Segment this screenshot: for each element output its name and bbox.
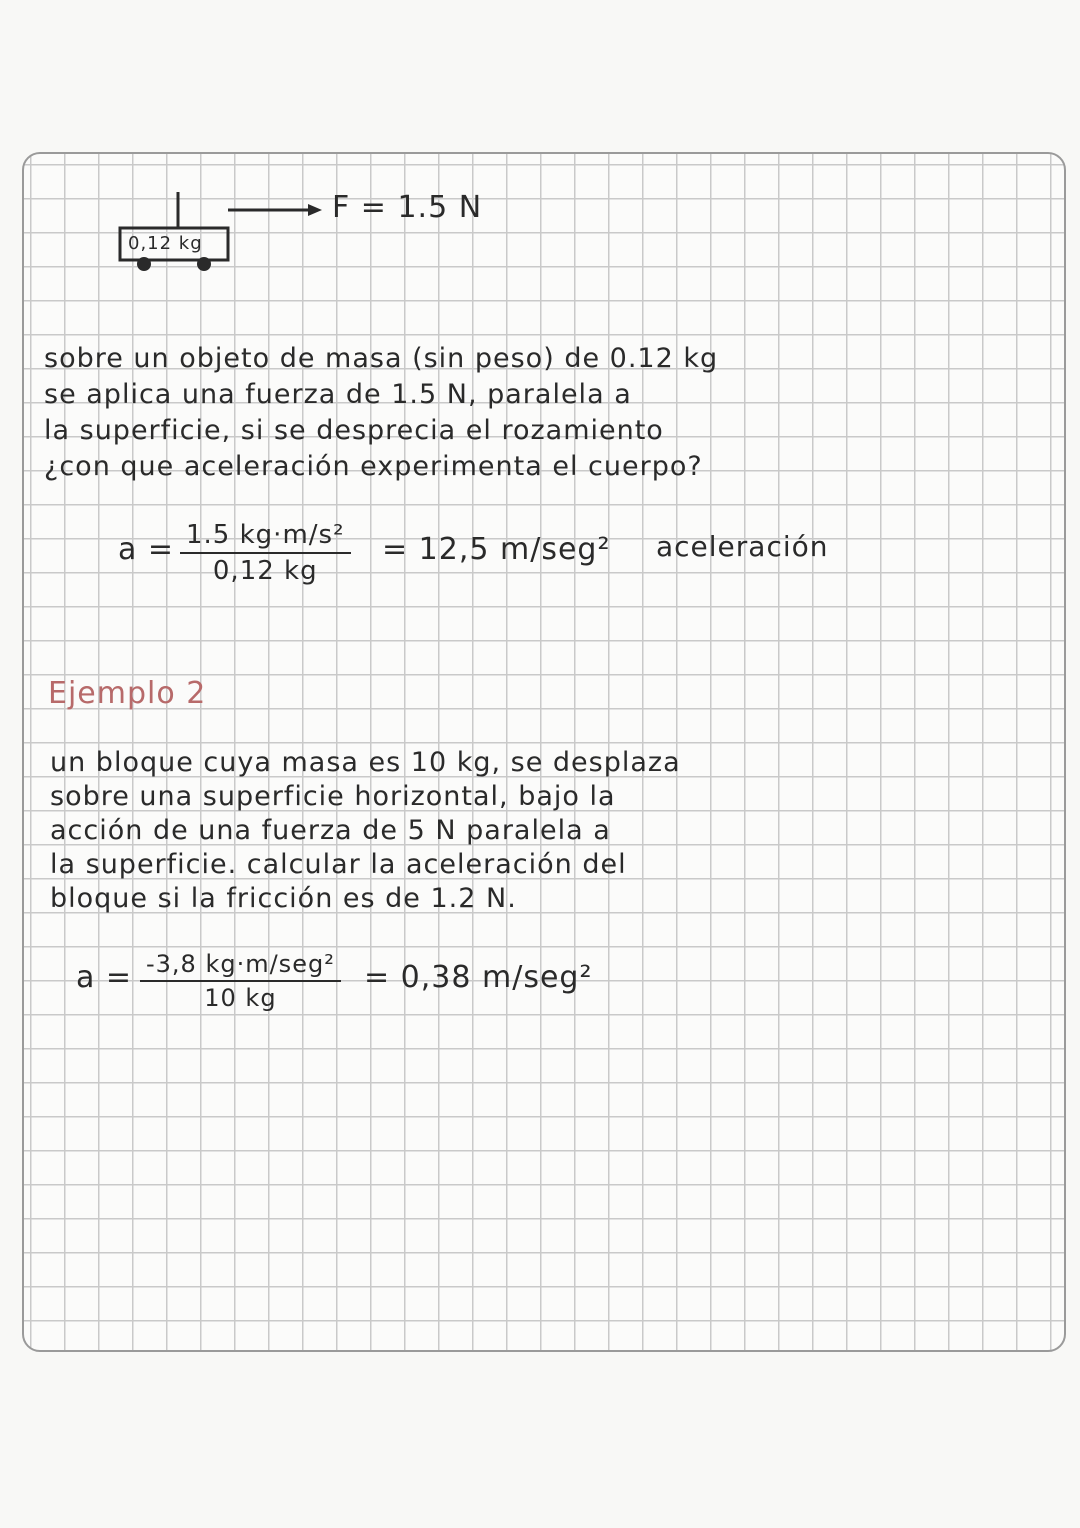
ex1-problem-line-3: la superficie, si se desprecia el rozamiento xyxy=(44,415,664,446)
ex1-eq-result: = 12,5 m/seg² xyxy=(382,532,611,567)
cart-wheel-left xyxy=(137,257,151,271)
ex2-problem-line-5: bloque si la fricción es de 1.2 N. xyxy=(50,883,517,914)
ex1-problem-line-4: ¿con que aceleración experimenta el cuerpo? xyxy=(44,451,703,482)
cart-force-diagram xyxy=(100,180,560,280)
ex2-eq-denominator: 10 kg xyxy=(204,984,277,1012)
ex1-eq-note: aceleración xyxy=(656,530,829,563)
mass-label: 0,12 kg xyxy=(128,233,203,254)
ex1-eq-fraction xyxy=(180,520,351,586)
cart-wheel-right xyxy=(197,257,211,271)
ex1-eq-lhs: a = xyxy=(118,532,175,567)
ex2-problem-line-3: acción de una fuerza de 5 N paralela a xyxy=(50,815,611,846)
ex2-eq-numerator: -3,8 kg·m/seg² xyxy=(140,950,341,982)
ex2-heading: Ejemplo 2 xyxy=(48,676,207,711)
ex2-problem-line-1: un bloque cuya masa es 10 kg, se desplaza xyxy=(50,747,681,778)
ex2-eq-fraction xyxy=(140,950,341,1012)
ex2-eq-lhs: a = xyxy=(76,960,133,995)
force-label: F = 1.5 N xyxy=(332,190,483,225)
ex1-eq-numerator: 1.5 kg·m/s² xyxy=(180,520,351,554)
ex1-problem-line-2: se aplica una fuerza de 1.5 N, paralela a xyxy=(44,379,632,410)
ex1-problem-line-1: sobre un objeto de masa (sin peso) de 0.12 kg xyxy=(44,343,719,374)
ex2-problem-line-2: sobre una superficie horizontal, bajo la xyxy=(50,781,616,812)
force-arrow-head xyxy=(308,204,322,216)
ex2-problem-line-4: la superficie. calcular la aceleración del xyxy=(50,849,627,880)
ex1-eq-denominator: 0,12 kg xyxy=(212,556,318,586)
ex2-eq-result: = 0,38 m/seg² xyxy=(364,960,593,995)
